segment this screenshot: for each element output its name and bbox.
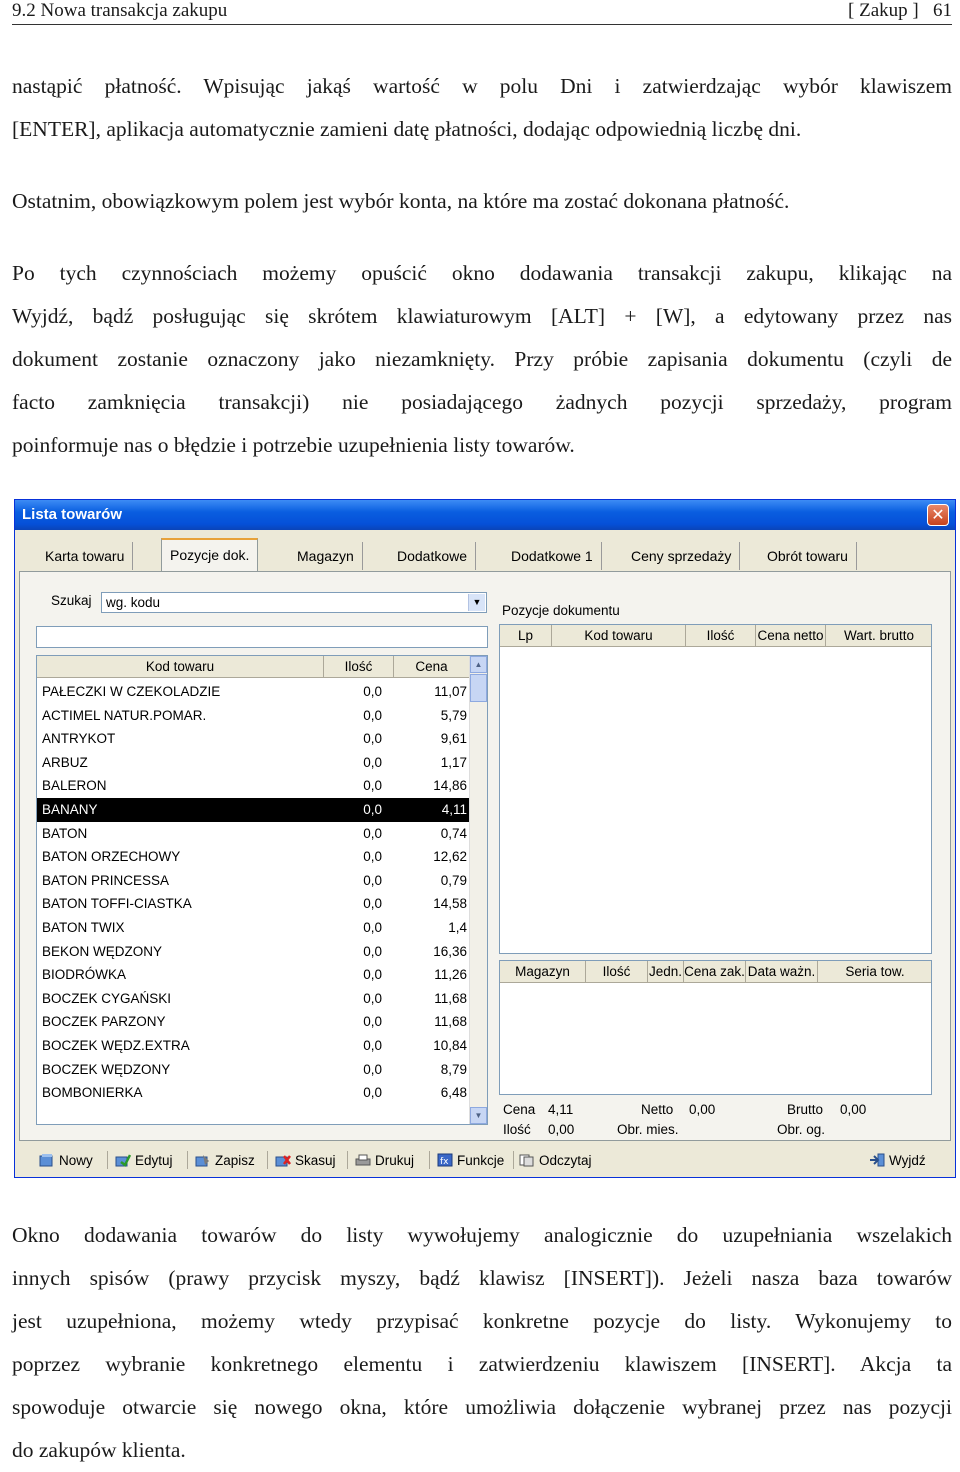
qty-label: Ilość [503, 1122, 531, 1137]
table-row[interactable] [37, 727, 470, 751]
tab-karta-towaru[interactable] [37, 542, 133, 570]
table-row[interactable] [37, 751, 470, 775]
scroll-thumb[interactable] [470, 674, 487, 702]
scroll-up-icon[interactable]: ▲ [470, 656, 487, 673]
page-header [12, 0, 952, 25]
page-number: 61 [933, 0, 952, 21]
table-row[interactable] [37, 892, 470, 916]
tab-pozycje-dok[interactable] [161, 538, 258, 572]
table-row[interactable] [37, 1081, 470, 1105]
search-label: Szukaj [51, 593, 92, 608]
column-header-warehouse[interactable]: Magazyn [500, 961, 586, 983]
product-code: BOCZEK CYGAŃSKI [42, 990, 172, 1006]
price-value: 4,11 [548, 1102, 574, 1117]
text-line: Wyjdź, bądź posługując się skrótem klawiaturowym [ALT] + [W], a edytowany przez nas [12, 304, 952, 328]
net-value: 0,00 [689, 1102, 716, 1117]
section-title: 9.2 Nowa transakcja zakupu [12, 0, 228, 21]
product-price: 12,62 [433, 849, 467, 865]
product-grid [36, 655, 488, 1125]
text-line: jest uzupełniona, możemy wtedy przypisać konkretne pozycje do listy. Wykonujemy to [12, 1309, 952, 1333]
table-row[interactable] [37, 916, 470, 940]
price-label: Cena [503, 1102, 536, 1117]
save-button[interactable] [195, 1150, 255, 1172]
product-qty: 0,0 [363, 754, 382, 770]
column-header-series[interactable]: Seria tow. [818, 961, 932, 983]
exit-label: Wyjdź [889, 1153, 926, 1168]
product-price: 11,07 [434, 684, 467, 699]
table-row[interactable] [37, 774, 470, 798]
column-header-code[interactable]: Kod towaru [37, 656, 324, 678]
product-code: BIODRÓWKA [42, 967, 127, 983]
text-line: Okno dodawania towarów do listy wywołujemy analogicznie do uzupełniania wszelakich [12, 1223, 952, 1247]
text-line: poprzez wybranie konkretnego elementu i zatwierdzeniu klawiszem [INSERT]. Akcja ta [12, 1352, 952, 1376]
close-icon[interactable]: ✕ [927, 504, 949, 526]
product-qty: 0,0 [363, 1061, 382, 1077]
product-qty: 0,0 [363, 684, 382, 699]
table-row[interactable] [37, 704, 470, 728]
product-qty: 0,0 [363, 778, 382, 794]
tab-label: Ceny sprzedaży [631, 548, 732, 564]
product-qty: 0,0 [363, 731, 382, 747]
product-code: BALERON [42, 778, 107, 794]
table-row[interactable] [37, 798, 470, 822]
table-row[interactable] [37, 680, 470, 704]
column-header-qty[interactable]: Ilość [686, 625, 756, 647]
column-header-code[interactable]: Kod towaru [552, 625, 686, 647]
product-price: 8,79 [440, 1061, 467, 1077]
product-price: 11,68 [434, 990, 467, 1006]
qty-value: 0,00 [548, 1122, 575, 1137]
column-header-purchase-price[interactable]: Cena zak. [684, 961, 746, 983]
product-code: BATON PRINCESSA [42, 872, 170, 888]
tab-label: Karta towaru [45, 548, 125, 564]
product-qty: 0,0 [363, 707, 382, 723]
table-row[interactable] [37, 987, 470, 1011]
window-titlebar [15, 500, 955, 530]
product-price: 5,79 [440, 707, 467, 723]
column-header-price[interactable]: Cena [394, 656, 470, 678]
product-code: BOCZEK PARZONY [42, 1014, 166, 1030]
product-price: 1,4 [448, 920, 467, 935]
delete-icon [275, 1152, 291, 1166]
product-code: BATON TWIX [42, 920, 125, 935]
functions-icon [437, 1152, 453, 1166]
bottom-toolbar [19, 1147, 951, 1173]
product-qty: 0,0 [363, 825, 382, 841]
search-mode-select[interactable] [101, 592, 487, 613]
product-qty: 0,0 [363, 1014, 382, 1030]
product-qty: 0,0 [363, 1038, 382, 1053]
product-qty: 0,0 [363, 920, 382, 935]
text-line: dokument zostanie oznaczony jako niezamknięty. Przy próbie zapisania dokumentu (czyli de [12, 347, 952, 371]
total-turnover-label: Obr. og. [777, 1122, 826, 1137]
product-qty: 0,0 [363, 967, 382, 983]
product-code: BANANY [42, 802, 98, 817]
paragraph-4 [12, 1214, 952, 1472]
exit-button[interactable] [869, 1150, 926, 1172]
table-row[interactable] [37, 1010, 470, 1034]
product-qty: 0,0 [363, 990, 382, 1006]
product-code: BOMBONIERKA [42, 1085, 143, 1101]
stock-grid [499, 960, 932, 1095]
product-price: 11,26 [434, 967, 467, 983]
print-icon [355, 1152, 371, 1166]
vertical-scrollbar[interactable] [469, 656, 487, 1124]
product-price: 14,58 [433, 896, 467, 912]
scroll-down-icon[interactable]: ▼ [470, 1107, 487, 1124]
delete-button[interactable] [275, 1150, 336, 1172]
net-label: Netto [641, 1102, 674, 1117]
table-row[interactable] [37, 845, 470, 869]
new-label: Nowy [59, 1153, 93, 1168]
tab-strip [19, 538, 949, 572]
tab-label: Pozycje dok. [170, 547, 250, 563]
print-label: Drukuj [375, 1153, 415, 1168]
edit-button[interactable] [115, 1150, 173, 1172]
tab-magazyn[interactable] [289, 542, 363, 570]
product-list-window [15, 500, 955, 1177]
functions-label: Funkcje [457, 1153, 505, 1168]
tab-dodatkowe[interactable] [389, 542, 476, 570]
paragraph-3 [12, 252, 952, 467]
product-price: 9,61 [440, 731, 467, 747]
column-header-expiry[interactable]: Data ważn. [746, 961, 818, 983]
gross-label: Brutto [787, 1102, 824, 1117]
tab-label: Dodatkowe [397, 548, 468, 564]
product-code: ARBUZ [42, 754, 88, 770]
text-line: facto zamknięcia transakcji) nie posiadającego żadnych pozycji sprzedaży, program [12, 390, 952, 414]
save-icon [195, 1152, 211, 1166]
new-icon [39, 1152, 55, 1166]
product-qty: 0,0 [363, 896, 382, 912]
search-mode-value: wg. kodu [106, 595, 161, 610]
product-code: ANTRYKOT [42, 731, 116, 747]
svg-text:fx: fx [440, 1157, 449, 1167]
tab-label: Dodatkowe 1 [511, 548, 593, 564]
tab-label: Obrót towaru [767, 548, 848, 564]
edit-icon [115, 1152, 131, 1166]
product-price: 0,74 [440, 825, 467, 841]
product-qty: 0,0 [363, 849, 382, 865]
column-header-qty[interactable]: Ilość [586, 961, 648, 983]
product-code: BOCZEK WĘDZ.EXTRA [42, 1038, 190, 1053]
product-price: 4,11 [441, 802, 467, 817]
tab-ceny-sprzedazy[interactable] [623, 542, 740, 570]
product-qty: 0,0 [363, 1085, 382, 1101]
monthly-turnover-label: Obr. mies. [617, 1122, 679, 1137]
new-button[interactable] [39, 1150, 93, 1172]
product-price: 10,84 [433, 1038, 467, 1053]
product-code: ACTIMEL NATUR.POMAR. [42, 707, 207, 723]
table-row[interactable] [37, 822, 470, 846]
search-input[interactable] [36, 626, 488, 648]
tab-label: Magazyn [297, 548, 354, 564]
column-header-gross-value[interactable]: Wart. brutto [826, 625, 932, 647]
functions-button[interactable] [437, 1150, 504, 1172]
column-header-net-price[interactable]: Cena netto [756, 625, 826, 647]
delete-label: Skasuj [295, 1153, 336, 1168]
edit-label: Edytuj [135, 1153, 173, 1168]
table-row[interactable] [37, 869, 470, 893]
product-code: PAŁECZKI W CZEKOLADZIE [42, 684, 221, 699]
gross-value: 0,00 [840, 1102, 867, 1117]
doc-positions-grid [499, 624, 932, 954]
text-line: poinformuje nas o błędzie i potrzebie uzupełnienia listy towarów. [12, 433, 575, 457]
product-code: BOCZEK WĘDZONY [42, 1061, 171, 1077]
table-row[interactable] [37, 1058, 470, 1082]
chevron-down-icon[interactable]: ▼ [468, 594, 485, 611]
save-label: Zapisz [215, 1153, 255, 1168]
text-line: do zakupów klienta. [12, 1438, 186, 1462]
table-row[interactable] [37, 1034, 470, 1058]
read-label: Odczytaj [539, 1153, 592, 1168]
product-price: 11,68 [434, 1014, 467, 1030]
product-price: 1,17 [440, 754, 467, 770]
product-code: BATON ORZECHOWY [42, 849, 181, 865]
product-code: BATON [42, 825, 88, 841]
text-line: spowoduje otwarcie się nowego okna, które umożliwia dołączenie wybranej przez nas pozycji [12, 1395, 952, 1419]
text-line: [ENTER], aplikacja automatycznie zamieni datę płatności, dodając odpowiednią liczbę dni. [12, 117, 802, 141]
text-line: nastąpić płatność. Wpisując jakąś wartość w polu Dni i zatwierdzając wybór klawiszem [12, 74, 952, 98]
text-line: innych spisów (prawy przycisk myszy, bądź klawisz [INSERT]). Jeżeli nasza baza towarów [12, 1266, 952, 1290]
page-marker [848, 0, 952, 22]
table-row[interactable] [37, 963, 470, 987]
product-qty: 0,0 [363, 802, 382, 817]
product-qty: 0,0 [363, 943, 382, 959]
read-icon [519, 1152, 535, 1166]
product-price: 0,79 [440, 872, 467, 888]
product-price: 14,86 [433, 778, 467, 794]
print-button[interactable] [355, 1150, 414, 1172]
product-code: BATON TOFFI-CIASTKA [42, 896, 192, 912]
product-qty: 0,0 [363, 872, 382, 888]
column-header-unit[interactable]: Jedn. [648, 961, 684, 983]
product-price: 6,48 [440, 1085, 467, 1101]
product-price: 16,36 [433, 943, 467, 959]
table-row[interactable] [37, 940, 470, 964]
paragraph-2 [12, 180, 952, 223]
doc-positions-label: Pozycje dokumentu [502, 603, 620, 618]
paragraph-1 [12, 65, 952, 151]
chapter-label: [ Zakup ] [848, 0, 919, 21]
column-header-lp[interactable]: Lp [500, 625, 552, 647]
exit-icon [869, 1152, 885, 1166]
text-line: Po tych czynnościach możemy opuścić okno dodawania transakcji zakupu, klikając na [12, 261, 952, 285]
tab-dodatkowe-1[interactable] [503, 542, 602, 570]
column-header-qty[interactable]: Ilość [324, 656, 394, 678]
tab-obrot-towaru[interactable] [759, 542, 857, 570]
read-button[interactable] [519, 1150, 592, 1172]
text-line: Ostatnim, obowiązkowym polem jest wybór konta, na które ma zostać dokonana płatność. [12, 189, 790, 213]
window-title: Lista towarów [22, 506, 123, 523]
product-code: BEKON WĘDZONY [42, 943, 163, 959]
